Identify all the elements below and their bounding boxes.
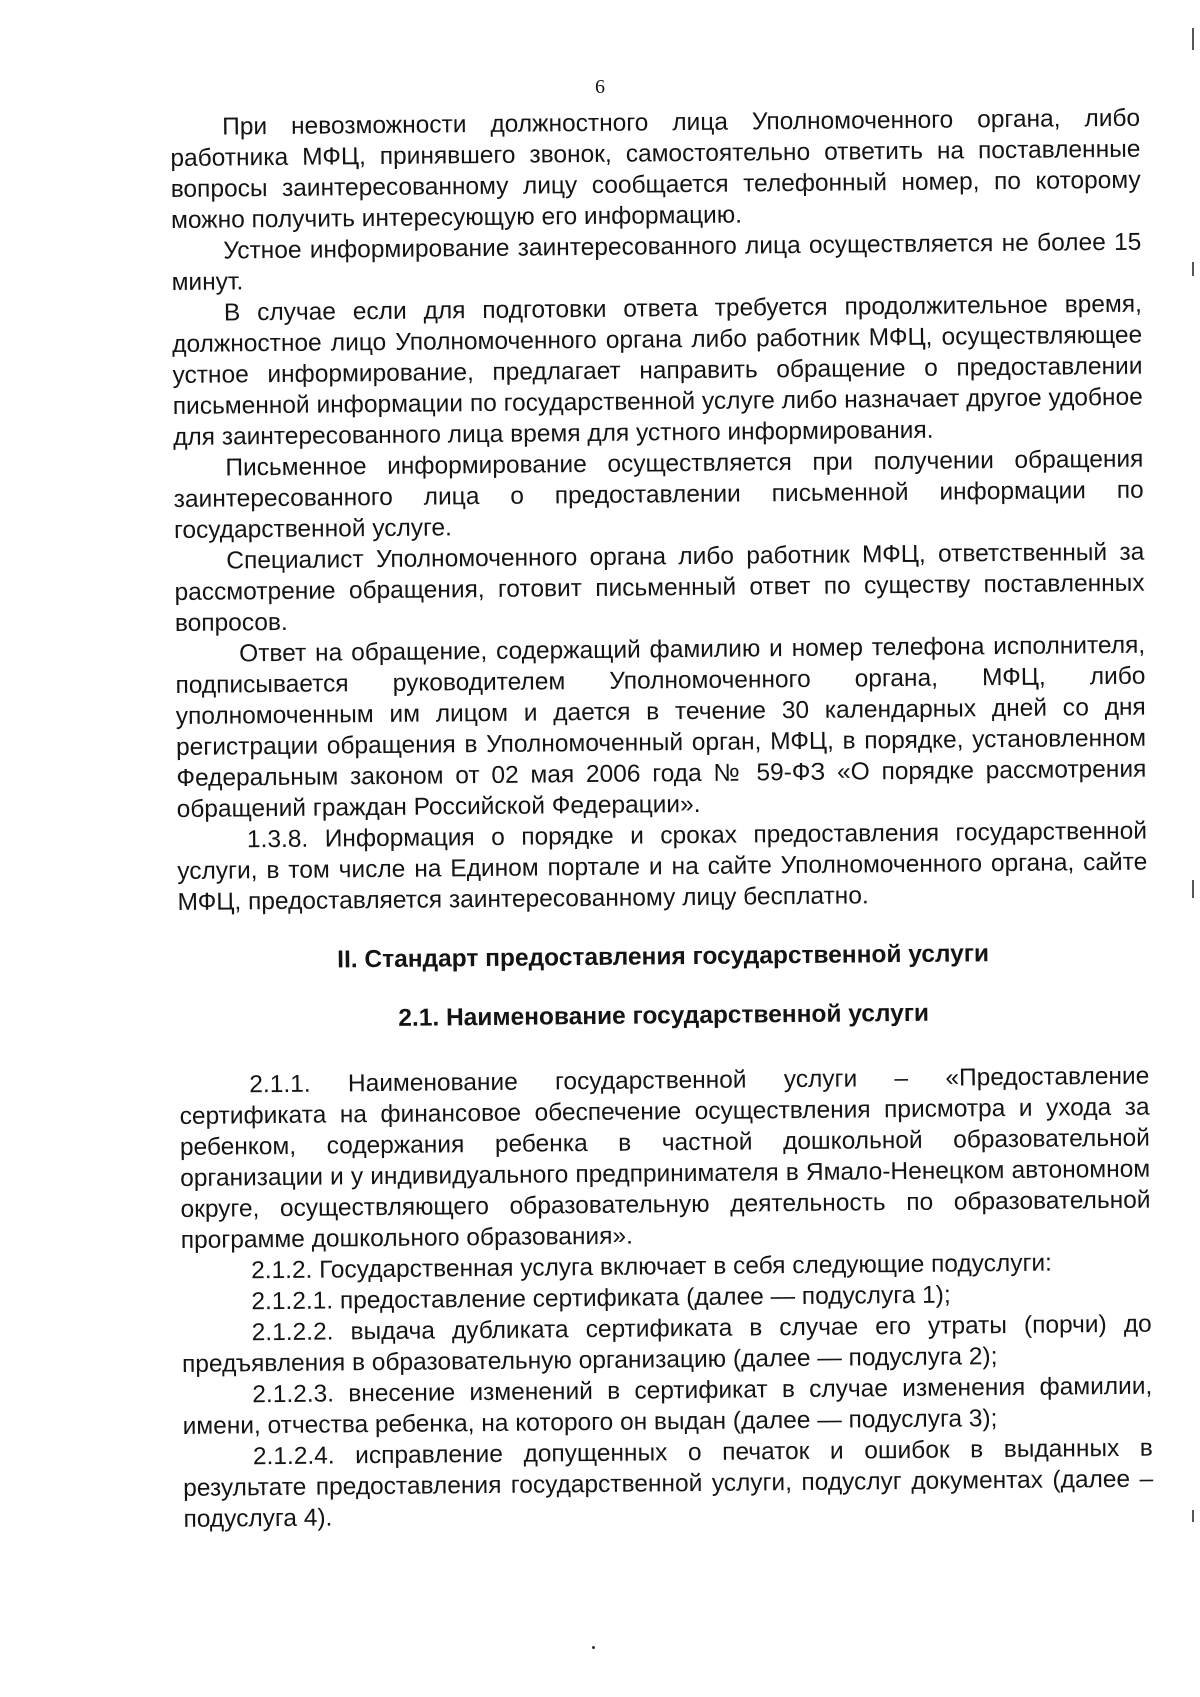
paragraph-oral-duration: Устное информирование заинтересованного лица осуществляется не более 15 минут. xyxy=(171,228,1142,296)
scan-edge-mark xyxy=(1192,880,1194,898)
paragraph-specialist: Специалист Уполномоченного органа либо работник МФЦ, ответственный за рассмотрение обращения, готовит письменный ответ по существу поставленных вопросов. xyxy=(174,538,1145,637)
scan-edge-mark xyxy=(1192,262,1194,276)
paragraph-phone-info: При невозможности должностного лица Уполномоченного органа, либо работника МФЦ, принявшего звонок, самостоятельно ответить на поставленные вопросы заинтересованному лицу сообщается телефонный номер, по которому можно получить интересующую его информацию. xyxy=(170,104,1141,234)
paragraph-answer-terms: Ответ на обращение, содержащий фамилию и номер телефона исполнителя, подписывается руководителем Уполномоченного органа, МФЦ, либо уполномоченным им лицом и дается в течение 30 календарных дней со дня регистрации обращения в Уполномоченный орган, МФЦ, в порядке, установленном Федеральным законом от 02 мая 2006 года № 59-ФЗ «О порядке рассмотрения обращений граждан Российской Федерации». xyxy=(175,631,1147,823)
paragraph-2-1-1: 2.1.1. Наименование государственной услуги – «Предоставление сертификата на финансовое обеспечение осуществления присмотра и ухода за ребенком, содержания ребенка в частной дошкольной образовательной организации и у индивидуального предпринимателя в Ямало-Ненецком автономном округе, осуществляющего образовательную деятельность по образовательной программе дошкольного образования». xyxy=(179,1062,1151,1254)
paragraph-1-3-8: 1.3.8. Информация о порядке и сроках предоставления государственной услуги, в том числе на Едином портале и на сайте Уполномоченного органа, сайте МФЦ, предоставляется заинтересованному лицу бесплатно. xyxy=(177,817,1148,916)
scan-edge-mark xyxy=(1192,28,1194,50)
paragraph-2-1-2: 2.1.2. Государственная услуга включает в себя следующие подуслуги: xyxy=(250,1249,1053,1285)
paragraph-2-1-2-1: 2.1.2.1. предоставление сертификата (далее — подуслуга 1); xyxy=(251,1281,951,1316)
scan-dot-mark xyxy=(592,1646,595,1649)
section-heading: II. Стандарт предоставления государственной услуги xyxy=(337,940,990,974)
paragraph-2-1-2-3: 2.1.2.3. внесение изменений в сертификат в случае изменения фамилии, имени, отчества ребенка, на которого он выдан (далее — подуслуга 3); xyxy=(182,1372,1153,1440)
paragraph-2-1-2-4: 2.1.2.4. исправление допущенных о печаток и ошибок в выданных в результате предоставления государственной услуги, подуслуг документах (далее – подуслуга 4). xyxy=(183,1434,1154,1533)
paragraph-written-info: Письменное информирование осуществляется при получении обращения заинтересованного лица о предоставлении письменной информации по государственной услуге. xyxy=(173,445,1144,544)
paragraph-2-1-2-2: 2.1.2.2. выдача дубликата сертификата в случае его утраты (порчи) до предъявления в образовательную организацию (далее — подуслуга 2); xyxy=(181,1310,1152,1378)
scan-edge-mark xyxy=(1192,1510,1194,1522)
document-body xyxy=(170,103,1154,1535)
page-number: 6 xyxy=(595,76,605,98)
paragraph-long-answer: В случае если для подготовки ответа требуется продолжительное время, должностное лицо Уполномоченного органа либо работник МФЦ, осуществляющее устное информирование, предлагает направить обращение о предоставлении письменной информации по государственной услуге либо назначает другое удобное для заинтересованного лица время для устного информирования. xyxy=(172,290,1143,451)
subsection-heading: 2.1. Наименование государственной услуги xyxy=(398,999,930,1032)
